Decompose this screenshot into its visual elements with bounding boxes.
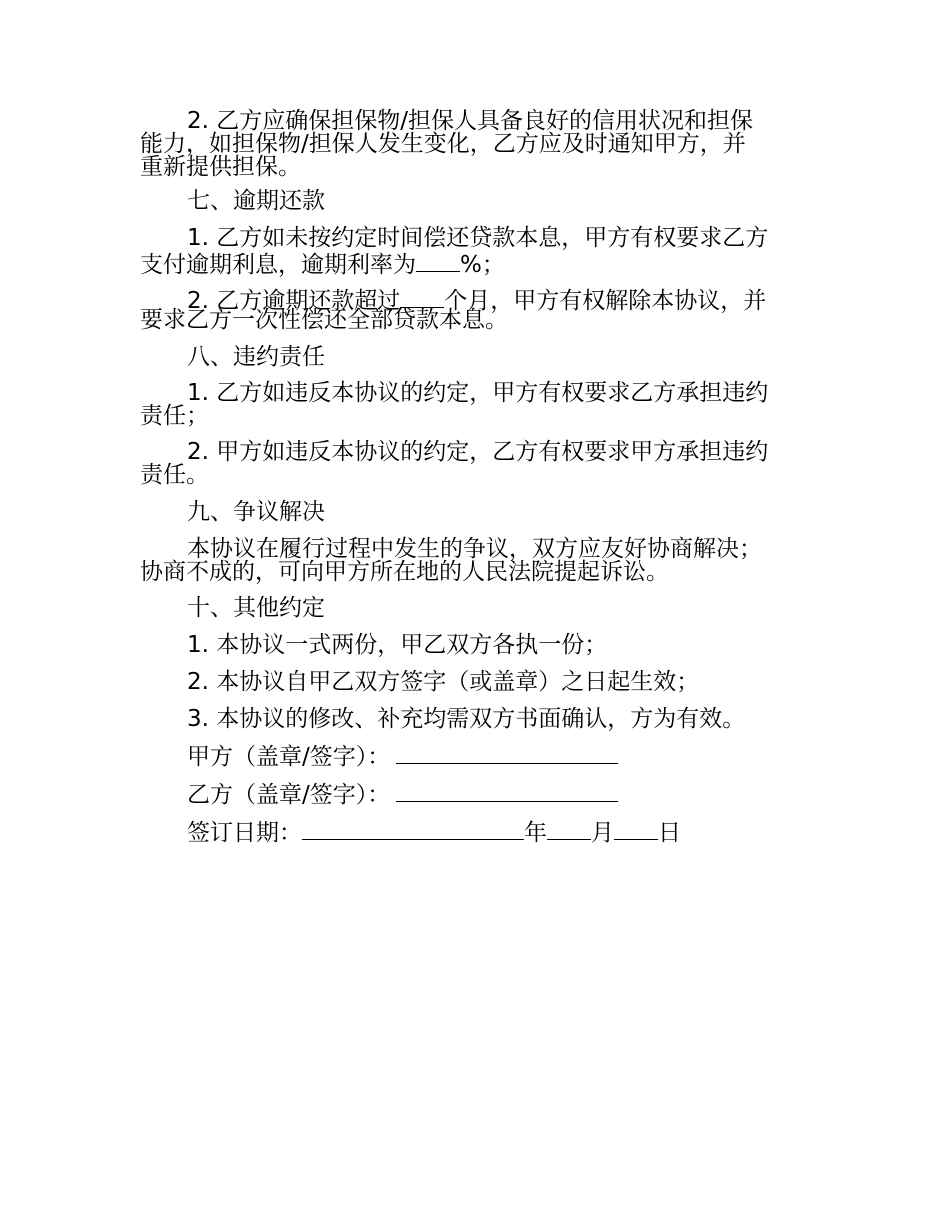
- text-line: [140, 250, 812, 278]
- text-line: 本协议在履行过程中发生的争议，双方应友好协商解决；: [187, 536, 762, 562]
- signature-party-a: [187, 742, 618, 771]
- text-fragment: 个月，甲方有权解除本协议，并: [444, 288, 767, 314]
- text-line: 要求乙方一次性偿还全部贷款本息。: [140, 307, 508, 333]
- signature-label: 甲方（盖章/签字）：: [187, 744, 391, 770]
- heading-breach-liability: 八、违约责任: [187, 344, 325, 370]
- paragraph-breach-2: [140, 441, 812, 487]
- paragraph-overdue-2: [140, 286, 812, 332]
- text-line: 协商不成的，可向甲方所在地的人民法院提起诉讼。: [140, 559, 669, 585]
- signature-party-b: [187, 780, 618, 809]
- date-line-blank[interactable]: [302, 818, 524, 840]
- date-label: 签订日期：: [187, 820, 302, 846]
- paragraph-dispute: [140, 538, 812, 584]
- signature-line-party-b[interactable]: [396, 780, 618, 802]
- paragraph-guarantee-2: [140, 110, 812, 179]
- day-label: 日: [658, 820, 681, 846]
- text-line: 责任。: [140, 462, 209, 488]
- signature-label: 乙方（盖章/签字）：: [187, 782, 391, 808]
- text-line: [140, 286, 812, 314]
- heading-dispute-resolution: 九、争议解决: [187, 499, 325, 525]
- year-label: 年: [524, 820, 547, 846]
- blank-overdue-months: [400, 286, 444, 308]
- text-line: 2. 甲方如违反本协议的约定，乙方有权要求甲方承担违约: [187, 439, 769, 465]
- text-line: 责任；: [140, 403, 209, 429]
- month-label: 月: [591, 820, 614, 846]
- signature-line-party-a[interactable]: [396, 742, 618, 764]
- day-blank[interactable]: [614, 818, 658, 840]
- text-line: 2. 乙方应确保担保物/担保人具备良好的信用状况和担保: [187, 108, 754, 134]
- paragraph-other-1: 1. 本协议一式两份，甲乙双方各执一份；: [187, 632, 608, 658]
- paragraph-other-2: 2. 本协议自甲乙双方签字（或盖章）之日起生效；: [187, 669, 700, 695]
- text-fragment: 2. 乙方逾期还款超过: [187, 288, 401, 314]
- signing-date: [187, 818, 681, 847]
- text-line: 1. 乙方如违反本协议的约定，甲方有权要求乙方承担违约: [187, 380, 769, 406]
- paragraph-overdue-1: [140, 225, 812, 278]
- text-line: 1. 乙方如未按约定时间偿还贷款本息，甲方有权要求乙方: [187, 225, 769, 251]
- heading-overdue-repayment: 七、逾期还款: [187, 188, 325, 214]
- month-blank[interactable]: [547, 818, 591, 840]
- text-fragment: 支付逾期利息，逾期利率为: [140, 252, 416, 278]
- blank-overdue-rate: [416, 250, 460, 272]
- paragraph-other-3: 3. 本协议的修改、补充均需双方书面确认，方为有效。: [187, 706, 746, 732]
- paragraph-breach-1: [140, 382, 812, 428]
- text-fragment: %；: [460, 252, 505, 278]
- heading-other-terms: 十、其他约定: [187, 595, 325, 621]
- text-line: 重新提供担保。: [140, 154, 301, 180]
- text-line: 能力，如担保物/担保人发生变化，乙方应及时通知甲方，并: [140, 131, 746, 157]
